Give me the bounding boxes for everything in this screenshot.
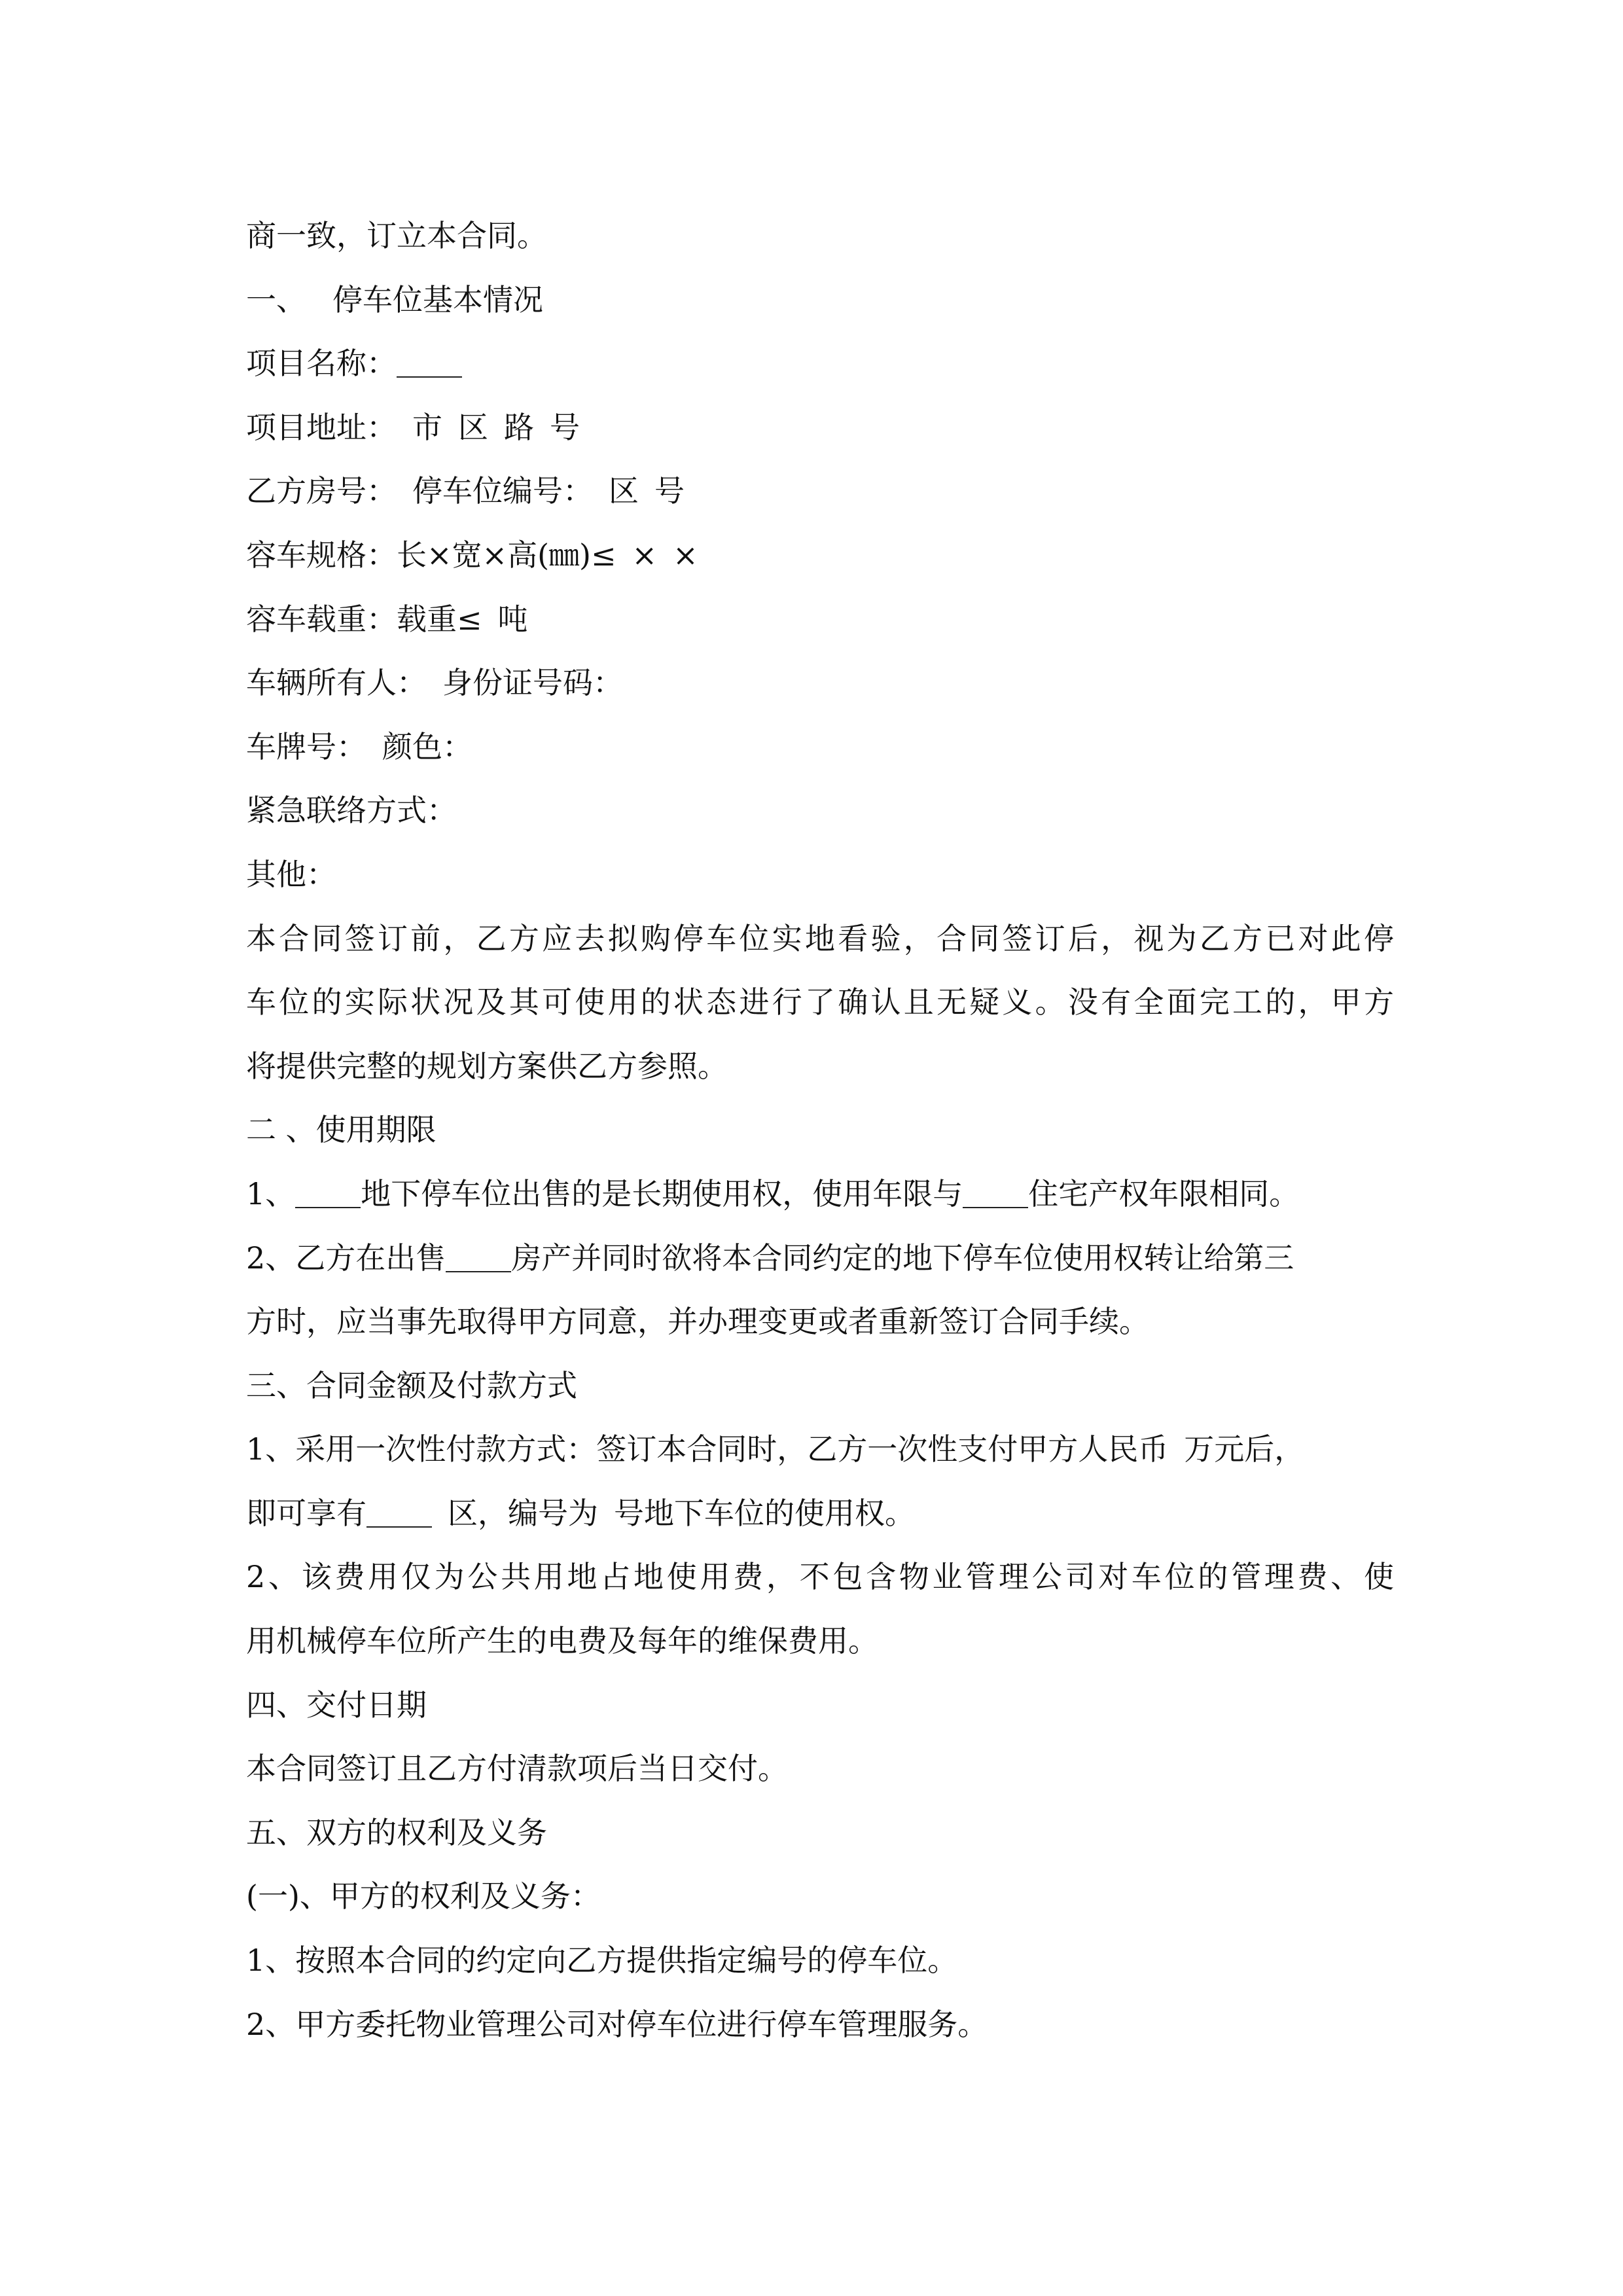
document-body — [246, 204, 1394, 2056]
fill-blank — [446, 1241, 511, 1272]
paragraph-line: 车位的实际状况及其可使用的状态进行了确认且无疑义。没有全面完工的，甲方 — [246, 984, 1394, 1020]
text-line: 乙方房号： 停车位编号： 区 号 — [246, 473, 685, 509]
fill-blank — [397, 346, 462, 378]
text-line: 其他： — [246, 856, 336, 892]
paragraph-line: 方时，应当事先取得甲方同意，并办理变更或者重新签订合同手续。 — [246, 1304, 1149, 1340]
paragraph-line: 将提供完整的规划方案供乙方参照。 — [246, 1048, 728, 1084]
section-heading: 三、合同金额及付款方式 — [246, 1367, 577, 1403]
section-heading: 五、双方的权利及义务 — [246, 1814, 547, 1850]
paragraph-line: 用机械停车位所产生的电费及每年的维保费用。 — [246, 1623, 878, 1659]
paragraph-line: 即可享有 区，编号为 号地下车位的使用权。 — [246, 1495, 915, 1531]
paragraph-line: 本合同签订前，乙方应去拟购停车位实地看验，合同签订后，视为乙方已对此停 — [246, 920, 1394, 956]
fill-blank — [366, 1496, 432, 1528]
text-line: 1、按照本合同的约定向乙方提供指定编号的停车位。 — [246, 1943, 958, 1979]
text-line: 容车规格：长×宽×高(㎜)≤ × × — [246, 537, 698, 573]
text-line: 容车载重：载重≤ 吨 — [246, 601, 528, 637]
subsection-heading: (一)、甲方的权利及义务： — [246, 1878, 601, 1914]
text-line: 2、甲方委托物业管理公司对停车位进行停车管理服务。 — [246, 2006, 988, 2042]
text-line: 项目地址： 市 区 路 号 — [246, 409, 580, 445]
paragraph-line: 2、该费用仅为公共用地占地使用费，不包含物业管理公司对车位的管理费、使 — [246, 1559, 1394, 1595]
paragraph-line: 1、采用一次性付款方式：签订本合同时，乙方一次性支付甲方人民币 万元后， — [246, 1431, 1305, 1467]
section-heading: 二 、使用期限 — [246, 1112, 437, 1148]
text-line: 紧急联络方式： — [246, 793, 457, 829]
text-line: 商一致，订立本合同。 — [246, 218, 547, 253]
section-heading: 四、交付日期 — [246, 1687, 427, 1723]
text-line: 本合同签订且乙方付清款项后当日交付。 — [246, 1751, 788, 1787]
text-line: 车辆所有人： 身份证号码： — [246, 665, 623, 701]
fill-blank — [963, 1177, 1028, 1208]
text-line: 车牌号： 颜色： — [246, 728, 473, 764]
text-line: 1、 地下停车位出售的是长期使用权，使用年限与 住宅产权年限相同。 — [246, 1175, 1300, 1211]
section-heading: 一、 停车位基本情况 — [246, 281, 543, 317]
fill-blank — [295, 1177, 361, 1208]
text-line: 项目名称： — [246, 332, 1394, 396]
paragraph-line: 2、乙方在出售 房产并同时欲将本合同约定的地下停车位使用权转让给第三 — [246, 1240, 1294, 1276]
